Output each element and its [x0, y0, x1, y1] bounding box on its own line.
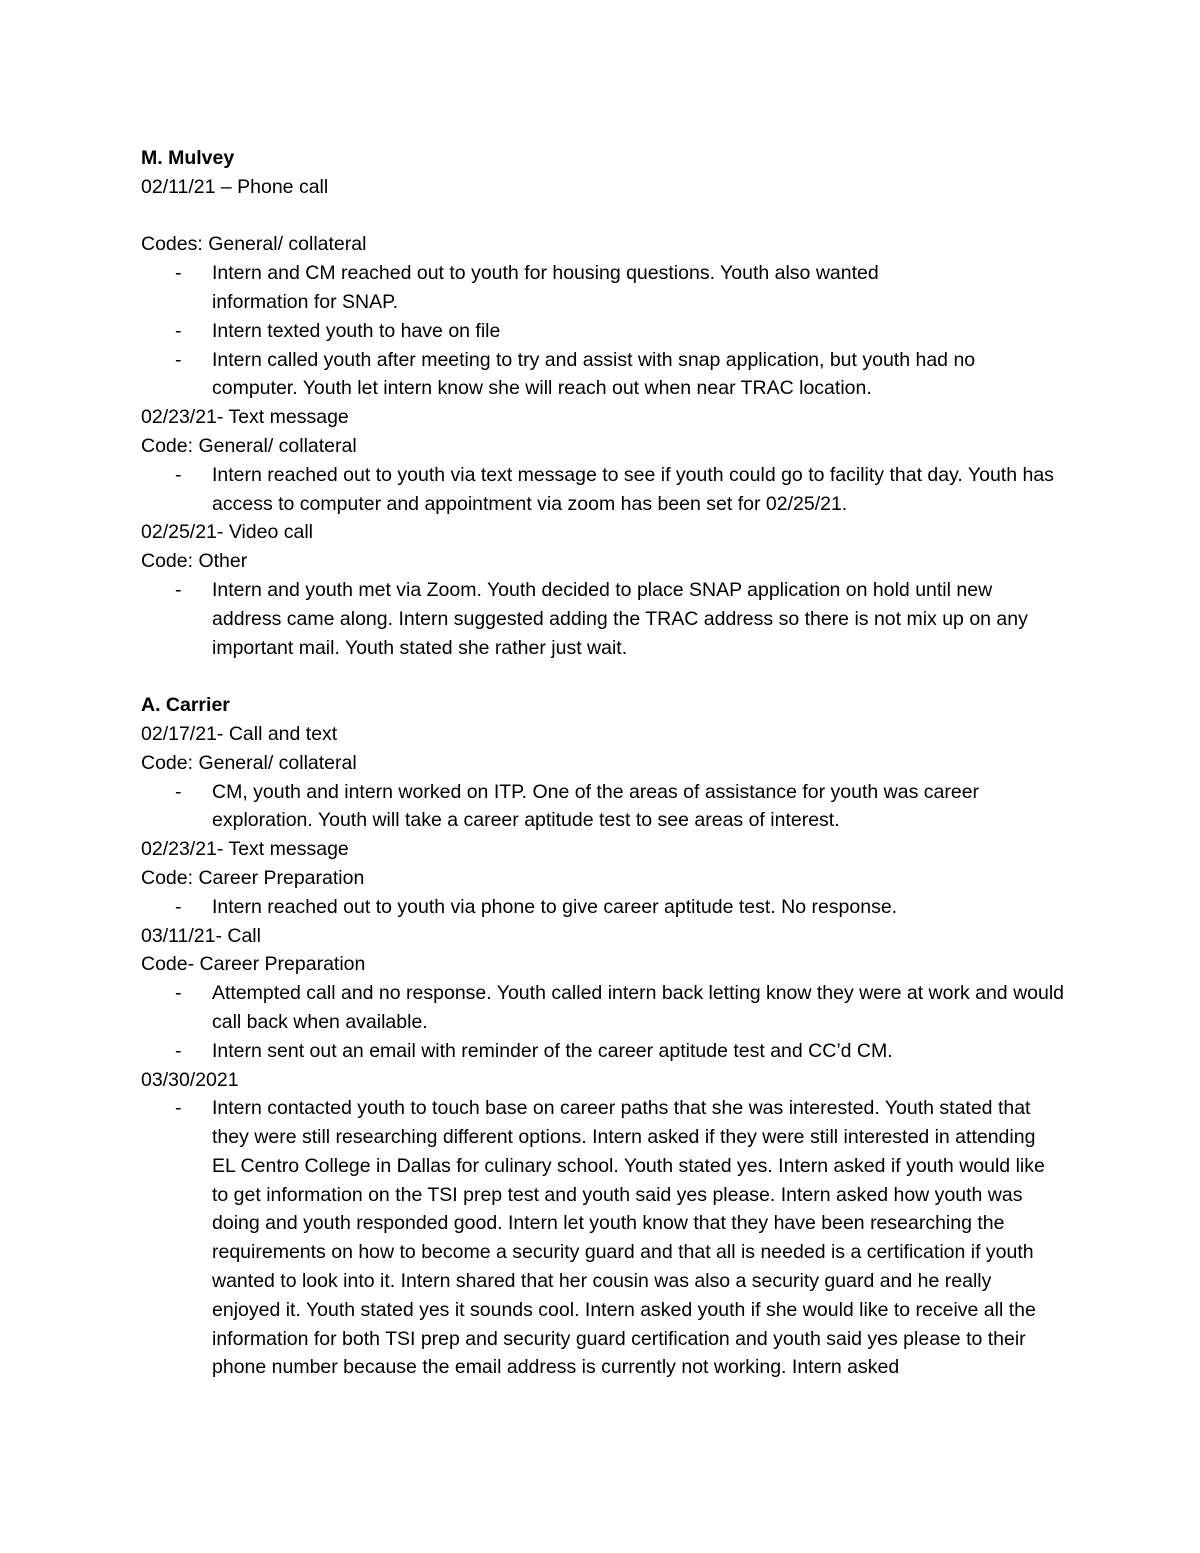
dash-bullet: -: [175, 348, 182, 371]
entry-heading: 02/11/21 – Phone call: [141, 175, 329, 198]
entry-code: Code: General/ collateral: [141, 434, 357, 457]
note-list: [141, 1094, 1081, 1382]
entry-code: Code: General/ collateral: [141, 751, 357, 774]
dash-bullet: -: [175, 1097, 182, 1120]
note-text: Attempted call and no response. Youth called intern back letting know they were at work and would call back when available.: [212, 982, 1065, 1033]
dash-bullet: -: [175, 780, 182, 803]
entry-heading: 02/25/21- Video call: [141, 521, 314, 544]
dash-bullet: -: [175, 982, 182, 1005]
section-m-mulvey: [141, 144, 1081, 662]
note-text: Intern and CM reached out to youth for housing questions. Youth also wanted information for SNAP.: [212, 262, 879, 313]
dash-bullet: -: [175, 578, 182, 601]
dash-bullet: -: [175, 319, 182, 342]
dash-bullet: -: [175, 262, 182, 285]
note-text: Intern texted youth to have on file: [212, 319, 501, 342]
note-list: [141, 259, 1081, 403]
document-page: [141, 144, 1081, 1382]
note-text: Intern sent out an email with reminder of the career aptitude test and CC’d CM.: [212, 1039, 893, 1062]
note-list: [141, 576, 1081, 662]
dash-bullet: -: [175, 463, 182, 486]
note-text: Intern reached out to youth via phone to give career aptitude test. No response.: [212, 895, 898, 918]
list-item: [141, 317, 1081, 346]
entry-heading: 03/11/21- Call: [141, 924, 261, 947]
entry-code: Code: Career Preparation: [141, 866, 365, 889]
list-item: [141, 893, 1081, 922]
note-list: [141, 778, 1081, 836]
entry-heading: 02/17/21- Call and text: [141, 722, 338, 745]
blank-line: [141, 202, 1081, 231]
list-item: [141, 346, 1081, 404]
list-item: [141, 1094, 1081, 1382]
note-text: CM, youth and intern worked on ITP. One of the areas of assistance for youth was career exploration. Youth will take a career aptitude test to see areas of interest.: [212, 780, 980, 832]
entry-code: Code- Career Preparation: [141, 953, 366, 976]
note-list: [141, 979, 1081, 1065]
entry-heading: 02/23/21- Text message: [141, 838, 349, 861]
list-item: [141, 1037, 1081, 1066]
note-text: Intern and youth met via Zoom. Youth decided to place SNAP application on hold until new address came along. Intern suggested adding the TRAC address so there is not mix up on any important mail. Youth stated she rather just wait.: [212, 578, 1028, 659]
dash-bullet: -: [175, 1039, 182, 1062]
list-item: [141, 259, 1081, 317]
list-item: [141, 778, 1081, 836]
note-text: Intern contacted youth to touch base on career paths that she was interested. Youth stated that they were still researching different options. Intern asked if they were still interested in attending EL Centro College in Dallas for culinary school. Youth stated yes. Intern asked if youth would like to get information on the TSI prep test and youth said yes please. Intern asked how youth was doing and youth responded good. Intern let youth know that they have been researching the requirements on how to become a security guard and that all is needed is a certification if youth wanted to look into it. Intern shared that her cousin was also a security guard and he really enjoyed it. Youth stated yes it sounds cool. Intern asked youth if she would like to receive all the information for both TSI prep and security guard certification and youth said yes please to their phone number because the email address is currently not working. Intern asked: [212, 1097, 1045, 1379]
entry-code: Code: Other: [141, 550, 248, 573]
entry-code: Codes: General/ collateral: [141, 233, 367, 256]
dash-bullet: -: [175, 895, 182, 918]
list-item: [141, 576, 1081, 662]
list-item: [141, 979, 1081, 1037]
note-list: [141, 461, 1081, 519]
list-item: [141, 461, 1081, 519]
note-text: Intern reached out to youth via text message to see if youth could go to facility that day. Youth has access to computer and appointment via zoom has been set for 02/25/21.: [212, 463, 1054, 515]
section-a-carrier: [141, 691, 1081, 1382]
blank-line: [141, 662, 1081, 691]
section-name: A. Carrier: [141, 694, 230, 717]
note-list: [141, 893, 1081, 922]
entry-heading: 03/30/2021: [141, 1068, 239, 1091]
entry-heading: 02/23/21- Text message: [141, 406, 349, 429]
section-name: M. Mulvey: [141, 147, 235, 169]
note-text: Intern called youth after meeting to try and assist with snap application, but youth had no computer. Youth let intern know she will reach out when near TRAC location.: [212, 348, 976, 400]
